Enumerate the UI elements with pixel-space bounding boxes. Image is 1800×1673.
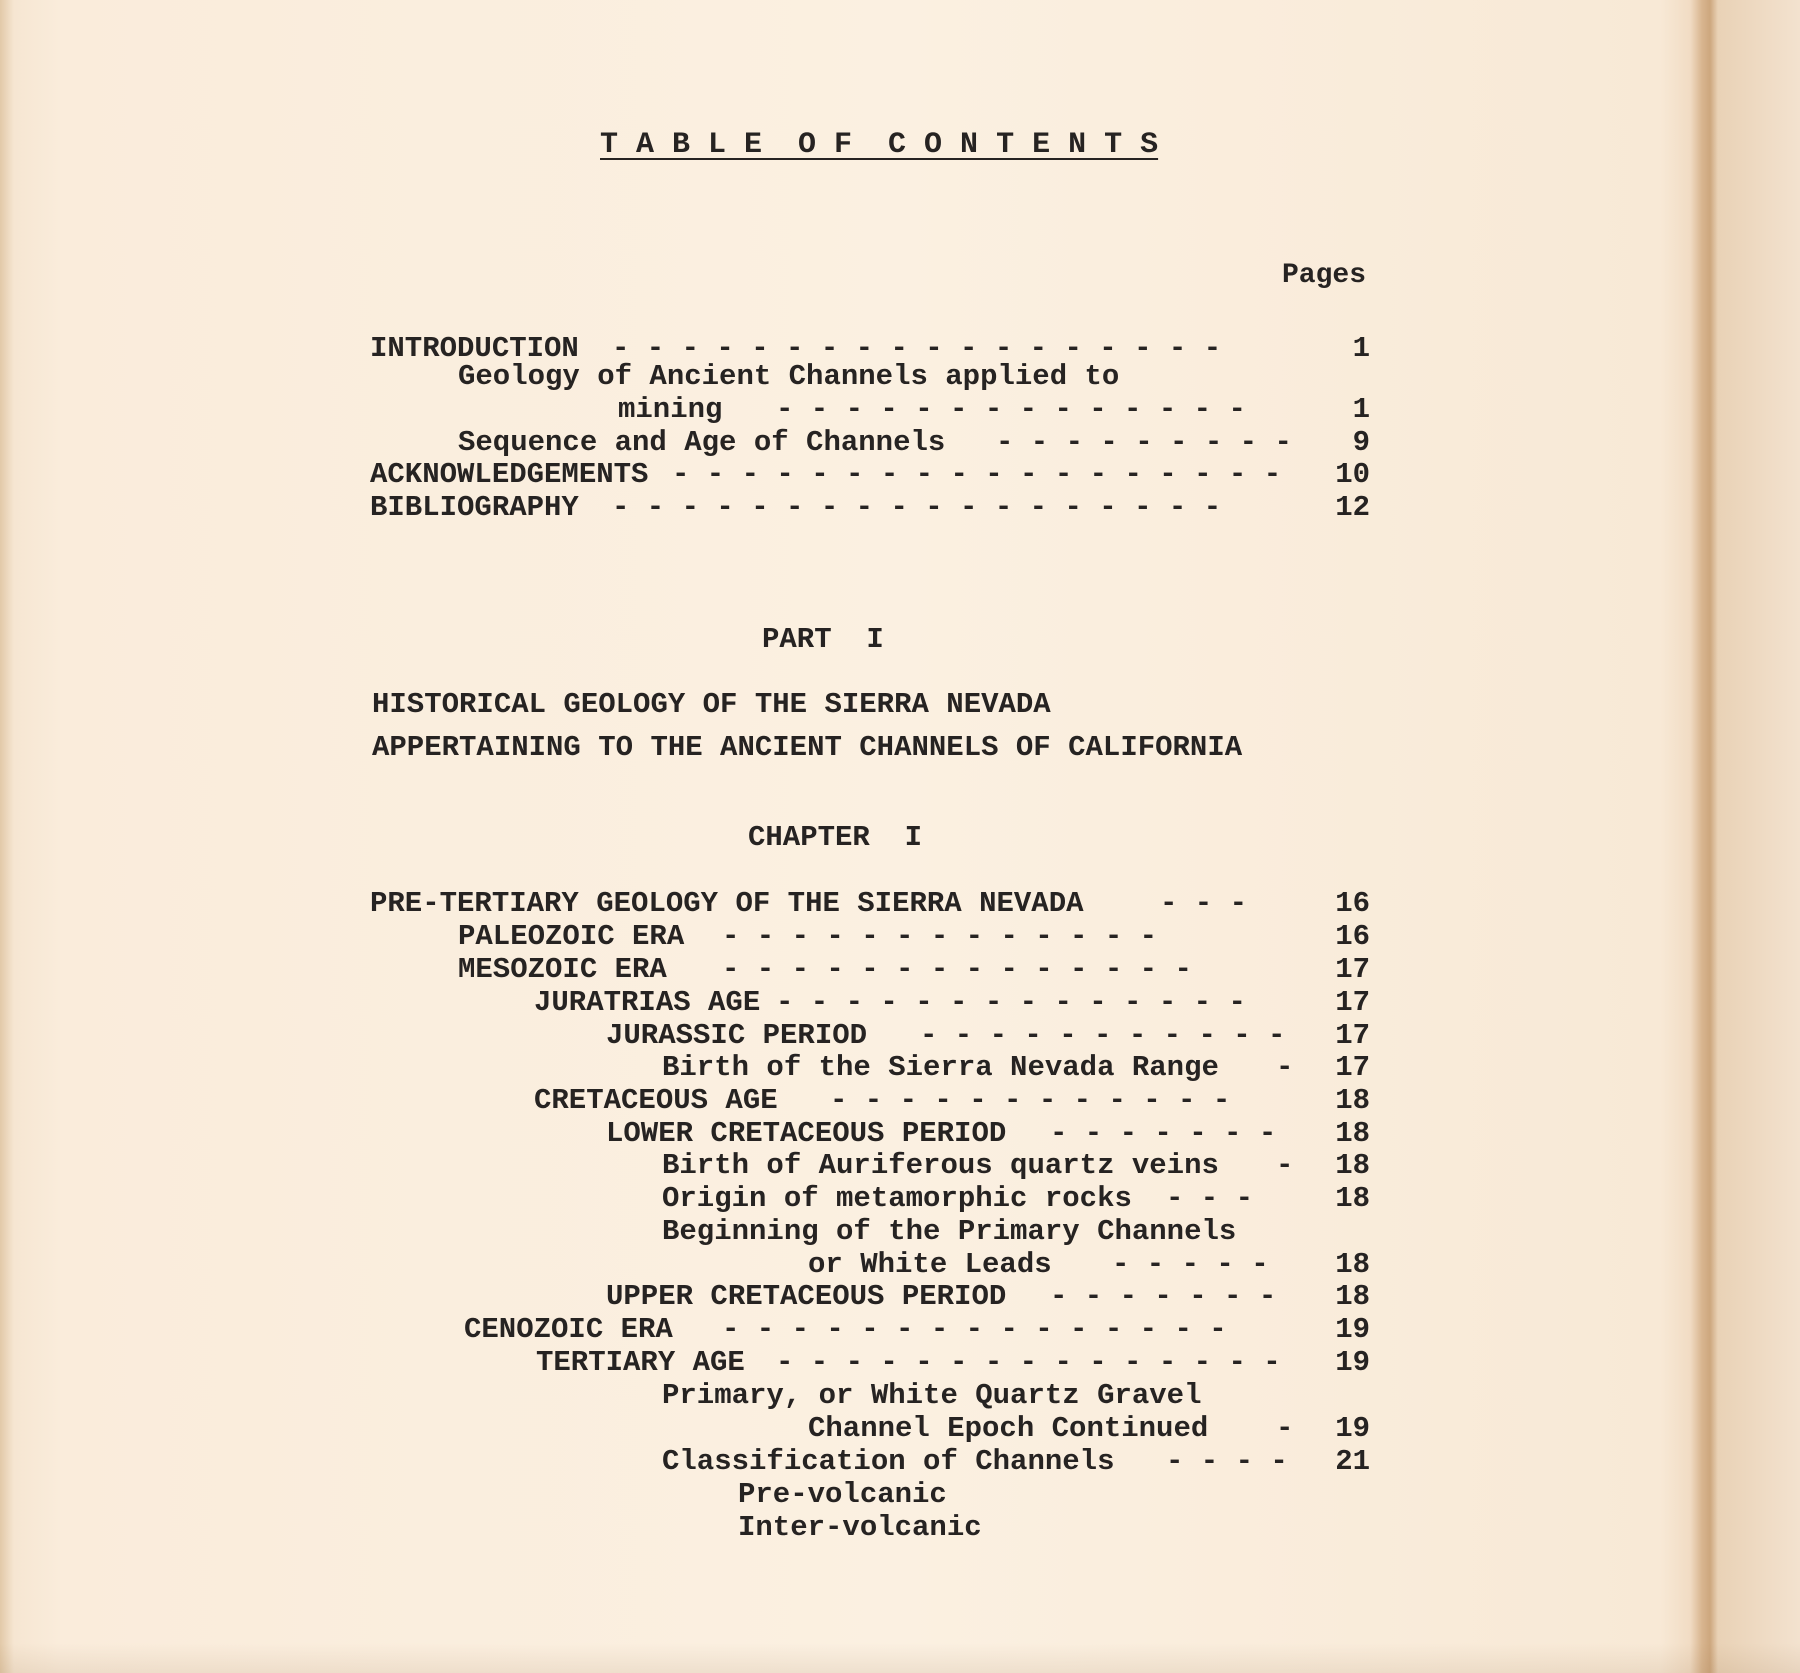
toc-entry-epoch-continued: [0, 1412, 1370, 1445]
toc-entry-label: LOWER CRETACEOUS PERIOD: [606, 1117, 1007, 1150]
toc-entry-tertiary: [0, 1346, 1370, 1379]
toc-leader-dashes: - - - - - - -: [1050, 1280, 1277, 1313]
chapter-heading: CHAPTER I: [748, 821, 923, 854]
toc-entry-inter-volcanic: [0, 1511, 982, 1544]
part-title-line-2: APPERTAINING TO THE ANCIENT CHANNELS OF CALIFORNIA: [372, 731, 1243, 764]
toc-entry-mesozoic: [0, 953, 1370, 986]
toc-entry-white-leads: [0, 1248, 1370, 1281]
toc-page-number: 21: [1335, 1445, 1370, 1478]
toc-page-number: 18: [1335, 1149, 1370, 1182]
toc-entry-label: MESOZOIC ERA: [458, 953, 667, 986]
toc-page-number: 17: [1335, 1051, 1370, 1084]
toc-entry-cretaceous: [0, 1084, 1370, 1117]
toc-page-number: 1: [1352, 332, 1370, 365]
toc-entry-label: CRETACEOUS AGE: [534, 1084, 778, 1117]
toc-entry-label: BIBLIOGRAPHY: [370, 491, 579, 524]
toc-entry-label: Sequence and Age of Channels: [458, 426, 946, 459]
toc-page-number: 19: [1335, 1313, 1370, 1346]
toc-leader-dashes: - - - - - - - - -: [996, 426, 1292, 459]
toc-entry-pre-tertiary: [0, 887, 1370, 920]
toc-page-number: 17: [1335, 1019, 1370, 1052]
toc-entry-label: ACKNOWLEDGEMENTS: [370, 458, 649, 491]
toc-entry-metamorphic: [0, 1182, 1370, 1215]
toc-entry-mining: [0, 393, 1370, 426]
toc-entry-paleozoic: [0, 920, 1370, 953]
toc-leader-dashes: - - - - - - - - - - - - - -: [776, 986, 1246, 1019]
toc-entry-juratrias: [0, 986, 1370, 1019]
toc-leader-dashes: - - - - - - - - - - - -: [830, 1084, 1231, 1117]
toc-entry-label: or White Leads: [808, 1248, 1052, 1281]
toc-entry-pre-volcanic: [0, 1478, 947, 1511]
part-heading: PART I: [762, 623, 884, 656]
toc-page-number: 9: [1352, 426, 1370, 459]
toc-entry-label: PRE-TERTIARY GEOLOGY OF THE SIERRA NEVADA: [370, 887, 1084, 920]
page-title: T A B L E O F C O N T E N T S: [600, 128, 1159, 162]
toc-entry-label: JURASSIC PERIOD: [606, 1019, 868, 1052]
toc-leader-dashes: - - - - - - - - - - - - - - -: [722, 1313, 1227, 1346]
pages-column-label: Pages: [1282, 260, 1367, 291]
toc-leader-dashes: - - - - -: [1112, 1248, 1269, 1281]
toc-leader-dashes: - - - - - - - - - - - - - -: [776, 393, 1246, 426]
toc-entry-label: mining: [618, 393, 723, 426]
toc-entry-label: TERTIARY AGE: [536, 1346, 745, 1379]
toc-page-number: 18: [1335, 1248, 1370, 1281]
toc-entry-jurassic: [0, 1019, 1370, 1052]
toc-entry-label: Birth of the Sierra Nevada Range: [662, 1051, 1219, 1084]
toc-leader-dashes: -: [1276, 1412, 1294, 1445]
toc-page-number: 12: [1335, 491, 1370, 524]
toc-leader-dashes: - - - - - - - - - - - - - - - - - -: [672, 458, 1282, 491]
toc-leader-dashes: -: [1276, 1051, 1294, 1084]
toc-entry-white-quartz: [0, 1379, 1202, 1412]
toc-entry-label: Geology of Ancient Channels applied to: [458, 360, 1120, 393]
toc-leader-dashes: - - - - - - - - - - - - - -: [722, 953, 1192, 986]
toc-entry-lower-cretaceous: [0, 1117, 1370, 1150]
toc-entry-bibliography: [0, 491, 1370, 524]
toc-entry-label: Beginning of the Primary Channels: [662, 1215, 1237, 1248]
toc-leader-dashes: - - - - - - - - - - - - -: [722, 920, 1158, 953]
toc-page-number: 19: [1335, 1412, 1370, 1445]
toc-entry-label: INTRODUCTION: [370, 332, 579, 365]
toc-entry-cenozoic: [0, 1313, 1370, 1346]
toc-page-number: 18: [1335, 1084, 1370, 1117]
toc-leader-dashes: - - - -: [1166, 1445, 1288, 1478]
toc-leader-dashes: - - - - - - - - - - - - - - -: [776, 1346, 1281, 1379]
toc-entry-classification: [0, 1445, 1370, 1478]
toc-leader-dashes: - - - - - - - - - - -: [920, 1019, 1286, 1052]
toc-page-number: 19: [1335, 1346, 1370, 1379]
toc-page-number: 1: [1352, 393, 1370, 426]
toc-entry-birth-sierra: [0, 1051, 1370, 1084]
toc-entry-label: Pre-volcanic: [738, 1478, 947, 1511]
toc-entry-label: UPPER CRETACEOUS PERIOD: [606, 1280, 1007, 1313]
toc-page-number: 16: [1335, 920, 1370, 953]
toc-leader-dashes: -: [1276, 1149, 1294, 1182]
toc-page-number: 18: [1335, 1117, 1370, 1150]
toc-entry-label: Inter-volcanic: [738, 1511, 982, 1544]
toc-entry-label: CENOZOIC ERA: [464, 1313, 673, 1346]
part-title-line-1: HISTORICAL GEOLOGY OF THE SIERRA NEVADA: [372, 688, 1051, 721]
toc-entry-upper-cretaceous: [0, 1280, 1370, 1313]
toc-page-number: 18: [1335, 1280, 1370, 1313]
toc-entry-primary-channels: [0, 1215, 1237, 1248]
toc-entry-label: Birth of Auriferous quartz veins: [662, 1149, 1219, 1182]
toc-leader-dashes: - - -: [1166, 1182, 1254, 1215]
toc-entry-label: Primary, or White Quartz Gravel: [662, 1379, 1202, 1412]
toc-entry-label: Channel Epoch Continued: [808, 1412, 1209, 1445]
toc-page-number: 16: [1335, 887, 1370, 920]
toc-entry-label: PALEOZOIC ERA: [458, 920, 685, 953]
toc-entry-label: Origin of metamorphic rocks: [662, 1182, 1132, 1215]
toc-entry-acknowledgements: [0, 458, 1370, 491]
toc-leader-dashes: - - -: [1160, 887, 1248, 920]
toc-leader-dashes: - - - - - - - - - - - - - - - - - -: [612, 332, 1222, 365]
toc-entry-sequence-age: [0, 426, 1370, 459]
toc-entry-auriferous: [0, 1149, 1370, 1182]
toc-entry-geology-ancient-channels: [0, 360, 1120, 393]
toc-page-number: 10: [1335, 458, 1370, 491]
toc-page-number: 17: [1335, 953, 1370, 986]
toc-page-number: 18: [1335, 1182, 1370, 1215]
toc-page-number: 17: [1335, 986, 1370, 1019]
toc-entry-label: JURATRIAS AGE: [534, 986, 761, 1019]
toc-leader-dashes: - - - - - - - - - - - - - - - - - -: [612, 491, 1222, 524]
toc-leader-dashes: - - - - - - -: [1050, 1117, 1277, 1150]
toc-entry-label: Classification of Channels: [662, 1445, 1115, 1478]
